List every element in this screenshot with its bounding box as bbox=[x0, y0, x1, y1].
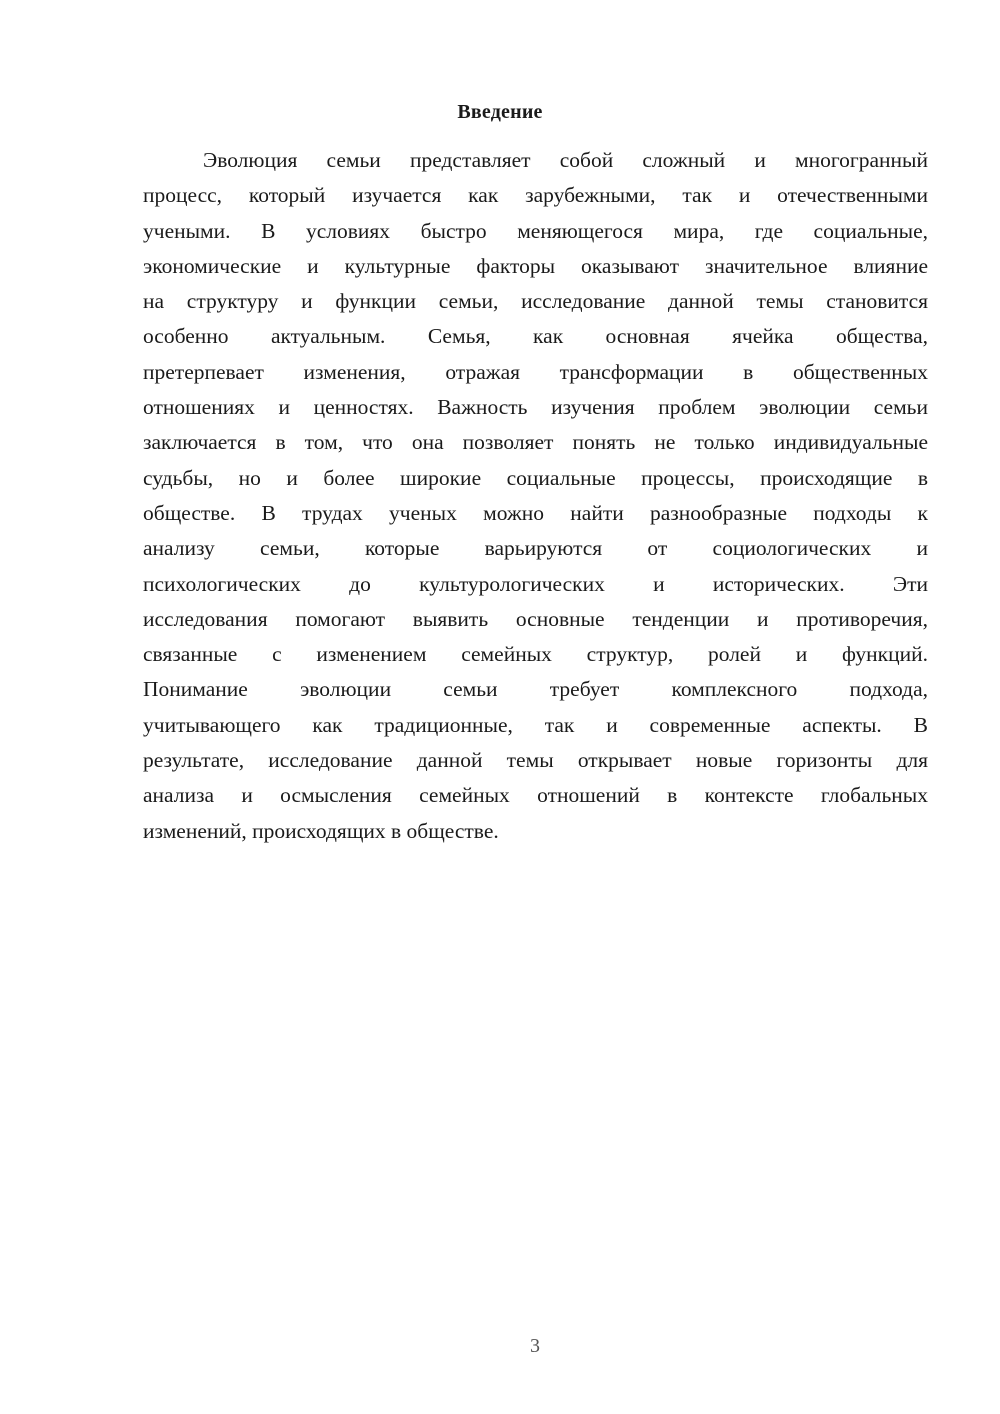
paragraph-line: обществе. В трудах ученых можно найти разнообразные подходы к bbox=[143, 500, 928, 525]
paragraph-line: Понимание эволюции семьи требует комплексного подхода, bbox=[143, 677, 928, 702]
paragraph-line: анализа и осмысления семейных отношений в контексте глобальных bbox=[143, 783, 928, 808]
paragraph-line: учитывающего как традиционные, так и современные аспекты. В bbox=[143, 712, 928, 737]
page-title: Введение bbox=[457, 101, 543, 123]
paragraph-line: учеными. В условиях быстро меняющегося мира, где социальные, bbox=[143, 218, 928, 243]
paragraph-line: претерпевает изменения, отражая трансформации в общественных bbox=[143, 359, 928, 384]
paragraph-line: исследования помогают выявить основные тенденции и противоречия, bbox=[143, 606, 928, 631]
intro-paragraph bbox=[143, 143, 928, 849]
paragraph-line: на структуру и функции семьи, исследование данной темы становится bbox=[143, 289, 928, 314]
paragraph-line: изменений, происходящих в обществе. bbox=[143, 818, 499, 843]
paragraph-line: результате, исследование данной темы открывает новые горизонты для bbox=[143, 748, 928, 773]
paragraph-line: особенно актуальным. Семья, как основная ячейка общества, bbox=[143, 324, 928, 349]
paragraph-line: анализу семьи, которые варьируются от социологических и bbox=[143, 536, 928, 561]
paragraph-line: психологических до культурологических и исторических. Эти bbox=[143, 571, 928, 596]
paragraph-line: Эволюция семьи представляет собой сложный и многогранный bbox=[203, 148, 928, 172]
paragraph-line: экономические и культурные факторы оказывают значительное влияние bbox=[143, 253, 928, 278]
page-number: 3 bbox=[530, 1335, 540, 1357]
paragraph-line: отношениях и ценностях. Важность изучения проблем эволюции семьи bbox=[143, 395, 928, 420]
paragraph-line: связанные с изменением семейных структур, ролей и функций. bbox=[143, 642, 928, 667]
paragraph-line: судьбы, но и более широкие социальные процессы, происходящие в bbox=[143, 465, 928, 490]
paragraph-line: процесс, который изучается как зарубежными, так и отечественными bbox=[143, 183, 928, 208]
paragraph-line: заключается в том, что она позволяет понять не только индивидуальные bbox=[143, 430, 928, 455]
